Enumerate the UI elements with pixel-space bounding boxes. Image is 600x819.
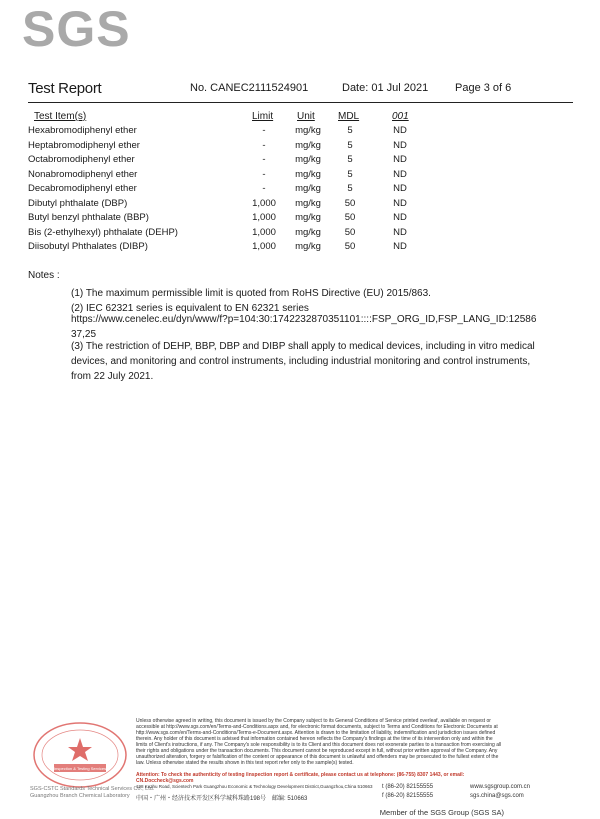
limit-cell: 1,000: [252, 197, 276, 209]
col-header-sample: 001: [392, 111, 409, 122]
table-row: [0, 227, 600, 241]
table-row: [0, 183, 600, 197]
test-item-cell: Diisobutyl Phthalates (DIBP): [28, 241, 148, 252]
report-number: No. CANEC2111524901: [190, 82, 309, 94]
limit-cell: -: [262, 183, 266, 194]
phone: t (86-20) 82155555: [382, 784, 434, 790]
limit-cell: 1,000: [252, 226, 276, 238]
mdl-cell: 50: [344, 212, 356, 223]
unit-cell: mg/kg: [295, 125, 321, 136]
svg-text:Inspection & Testing Services: Inspection & Testing Services: [53, 766, 107, 771]
mdl-cell: 50: [344, 197, 356, 209]
test-item-cell: Hexabromodiphenyl ether: [28, 125, 137, 136]
notes-label: Notes :: [28, 270, 60, 281]
mdl-cell: 5: [347, 183, 353, 194]
result-cell: ND: [393, 154, 407, 165]
table-row: [0, 169, 600, 183]
limit-cell: -: [262, 168, 266, 180]
limit-cell: -: [262, 139, 266, 151]
mdl-cell: 5: [347, 125, 353, 136]
mdl-cell: 50: [344, 241, 356, 252]
result-cell: ND: [393, 183, 407, 194]
email-link[interactable]: sgs.china@sgs.com: [470, 793, 524, 799]
unit-cell: mg/kg: [295, 197, 321, 209]
table-row: [0, 125, 600, 139]
stamp-company: SGS-CSTC Standards Technical Services Co., Ltd.: [30, 786, 155, 792]
col-header-item: Test Item(s): [34, 111, 87, 122]
page-number: Page 3 of 6: [455, 82, 512, 94]
result-cell: ND: [393, 197, 407, 209]
test-item-cell: Decabromodiphenyl ether: [28, 183, 137, 194]
result-cell: ND: [393, 139, 407, 151]
address-chinese: 中国・广州・经济技术开发区科学城科珠路198号 邮编: 510663: [136, 796, 308, 802]
unit-cell: mg/kg: [295, 139, 321, 151]
unit-cell: mg/kg: [295, 226, 321, 238]
unit-cell: mg/kg: [295, 212, 321, 223]
website-link[interactable]: www.sgsgroup.com.cn: [470, 784, 531, 790]
unit-cell: mg/kg: [295, 241, 321, 252]
mdl-cell: 50: [344, 226, 356, 238]
table-row: [0, 154, 600, 168]
sgs-logo: SGS: [22, 1, 131, 57]
report-title: Test Report: [28, 80, 102, 97]
header-rule: [28, 102, 573, 103]
unit-cell: mg/kg: [295, 154, 321, 165]
table-row: [0, 198, 600, 212]
star-icon: [68, 738, 92, 761]
test-item-cell: Bis (2-ethylhexyl) phthalate (DEHP): [28, 226, 178, 238]
result-cell: ND: [393, 125, 407, 136]
test-item-cell: Butyl benzyl phthalate (BBP): [28, 212, 149, 223]
unit-cell: mg/kg: [295, 168, 321, 180]
mdl-cell: 5: [347, 154, 353, 165]
mdl-cell: 5: [347, 139, 353, 151]
inspection-stamp: [30, 720, 130, 790]
result-cell: ND: [393, 212, 407, 223]
test-item-cell: Dibutyl phthalate (DBP): [28, 197, 128, 209]
col-header-limit: Limit: [252, 111, 274, 122]
stamp-branch: Guangzhou Branch Chemical Laboratory: [30, 793, 130, 799]
member-statement: Member of the SGS Group (SGS SA): [379, 808, 504, 817]
result-cell: ND: [393, 226, 407, 238]
note-1: (1) The maximum permissible limit is quoted from RoHS Directive (EU) 2015/863.: [71, 288, 431, 299]
result-cell: ND: [393, 168, 407, 180]
limit-cell: 1,000: [252, 212, 276, 223]
note-3: (3) The restriction of DEHP, BBP, DBP and DIBP shall apply to medical devices, including in vitro medical devices, and monitoring and control instruments, including industrial monitoring and control instruments, from 22 July 2021.: [71, 341, 535, 382]
col-header-mdl: MDL: [338, 111, 360, 122]
fax: f (86-20) 82155555: [382, 793, 434, 799]
mdl-cell: 5: [347, 168, 353, 180]
note-2-link[interactable]: https://www.cenelec.eu/dyn/www/f?p=104:30:1742232870351101::::FSP_ORG_ID,FSP_LANG_ID:12586 37,25: [71, 314, 537, 340]
test-item-cell: Heptabromodiphenyl ether: [28, 139, 140, 151]
limit-cell: 1,000: [252, 241, 276, 252]
disclaimer-text: Unless otherwise agreed in writing, this document is issued by the Company subject to its General Conditions of Service printed overleaf, available on request or accessible at http://www.sgs.com/en/Terms-and-Conditions.aspx and, for electronic format documents, subject to Terms and Conditions for Electronic Documents at http://www.sgs.com/en/Terms-and-Conditions/Terms-e-Document.aspx. Attention is drawn to the limitation of liability, indemnification and jurisdiction issues defined therein. Any holder of this document is advised that information contained hereon reflects the Company's findings at the time of its intervention only and within the limits of Client's instructions, if any. The Company's sole responsibility is to its Client and this document does not exonerate parties to a transaction from exercising all their rights and obligations under the transaction documents. This document cannot be reproduced except in full, without prior written approval of the Company. Any unauthorized alteration, forgery or falsification of the content or appearance of this document is unlawful and offenders may be prosecuted to the fullest extent of the law. Unless otherwise stated the results shown in this test report refer only to the sample(s) tested.: [136, 718, 502, 766]
test-item-cell: Octabromodiphenyl ether: [28, 154, 135, 165]
table-row: [0, 140, 600, 154]
report-date: Date: 01 Jul 2021: [342, 82, 429, 94]
address-english: 198 Kezhu Road, Scientech Park Guangzhou Economic & Technology Development District,Guangzhou,China 510663: [136, 784, 373, 789]
table-row: [0, 241, 600, 255]
limit-cell: -: [262, 154, 266, 165]
table-row: [0, 212, 600, 226]
unit-cell: mg/kg: [295, 183, 321, 194]
result-cell: ND: [393, 241, 407, 252]
limit-cell: -: [262, 125, 266, 136]
col-header-unit: Unit: [297, 111, 315, 122]
test-item-cell: Nonabromodiphenyl ether: [28, 168, 138, 180]
authenticity-notice: Attention: To check the authenticity of testing /inspection report & certificate, please contact us at telephone: (86-755) 8307 1443, or email: CN.Doccheck@sgs.com: [136, 772, 465, 784]
note-2: (2) IEC 62321 series is equivalent to EN 62321 series: [71, 303, 309, 314]
